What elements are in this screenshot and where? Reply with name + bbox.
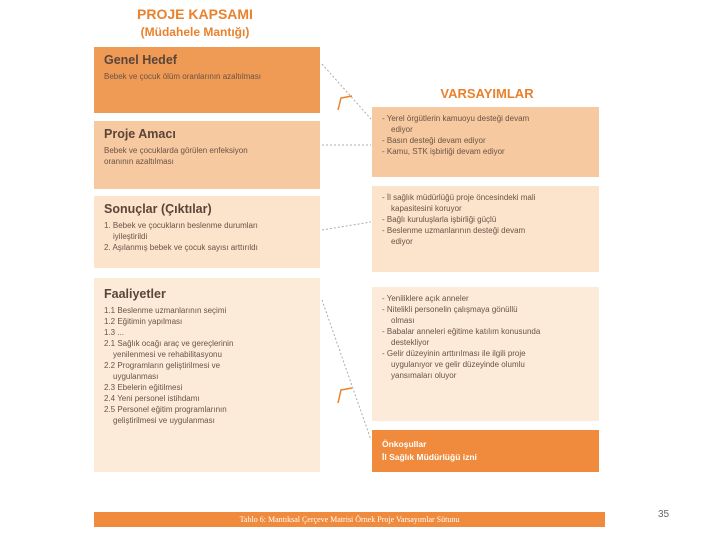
page-subtitle: (Müdahele Mantığı) — [140, 25, 250, 39]
assumption-item: - İl sağlık müdürlüğü proje öncesindeki mali — [382, 193, 536, 202]
assumption-item: ediyor — [391, 237, 413, 246]
connector-activities — [322, 300, 371, 440]
purpose-text: Bebek ve çocuklarda görülen enfeksiyon — [104, 146, 248, 155]
assumption-item: - Babalar anneleri eğitime katılım konusunda — [382, 327, 541, 336]
up-arrow-icon — [338, 96, 352, 110]
assumption-item: yansımaları oluyor — [391, 371, 457, 380]
page-number: 35 — [658, 509, 670, 520]
assumption-item: - Bağlı kuruluşlarla işbirliği güçlü — [382, 215, 497, 224]
activity-item: 2.3 Ebelerin eğitilmesi — [104, 383, 183, 392]
activity-item: 2.4 Yeni personel istihdamı — [104, 394, 200, 403]
assumption-item: - Nitelikli personelin çalışmaya gönüllü — [382, 305, 518, 314]
activity-item: uygulanması — [113, 372, 159, 381]
goal-text: Bebek ve çocuk ölüm oranlarının azaltılması — [104, 72, 261, 81]
assumption-item: - Kamu, STK işbirliği devam ediyor — [382, 147, 505, 156]
outputs-text: iyileştirildi — [113, 232, 148, 241]
outputs-text: 1. Bebek ve çocukların beslenme durumları — [104, 221, 258, 230]
activity-item: 2.1 Sağlık ocağı araç ve gereçlerinin — [104, 339, 234, 348]
activity-item: geliştirilmesi ve uygulanması — [113, 416, 215, 425]
up-arrow-icon — [338, 388, 352, 403]
activities-heading: Faaliyetler — [104, 287, 166, 301]
assumption-item: kapasitesini koruyor — [391, 204, 462, 213]
preconditions-label: Önkoşullar — [382, 439, 427, 449]
assumption-item: - Basın desteği devam ediyor — [382, 136, 486, 145]
page-title: PROJE KAPSAMI — [137, 6, 253, 22]
purpose-text: oranının azaltılması — [104, 157, 174, 166]
assumption-item: olması — [391, 316, 415, 325]
goal-heading: Genel Hedef — [104, 53, 177, 67]
outputs-text: 2. Aşılanmış bebek ve çocuk sayısı arttırıldı — [104, 243, 258, 252]
activity-item: 1.3 ... — [104, 328, 125, 337]
assumption-item: - Yeniliklere açık anneler — [382, 294, 469, 303]
assumption-item: ediyor — [391, 125, 413, 134]
connector-outputs — [322, 222, 371, 230]
activity-item: 1.1 Beslenme uzmanlarının seçimi — [104, 306, 227, 315]
activity-item: 2.5 Personel eğitim programlarının — [104, 405, 227, 414]
connector-goal — [322, 64, 371, 119]
activity-item: 2.2 Programların geliştirilmesi ve — [104, 361, 221, 370]
assumption-item: - Yerel örgütlerin kamuoyu desteği devam — [382, 114, 530, 123]
assumption-item: uygulanıyor ve gelir düzeyinde olumlu — [391, 360, 525, 369]
assumption-item: - Gelir düzeyinin arttırılması ile ilgili proje — [382, 349, 526, 358]
assumption-item: destekliyor — [391, 338, 430, 347]
figure-caption: Tablo 6: Mantıksal Çerçeve Matrisi Örnek Proje Varsayımlar Sütunu — [94, 512, 605, 527]
activity-item: yenilenmesi ve rehabilitasyonu — [113, 350, 222, 359]
activity-item: 1.2 Eğitimin yapılması — [104, 317, 183, 326]
assumptions-title: VARSAYIMLAR — [440, 86, 534, 101]
purpose-heading: Proje Amacı — [104, 127, 176, 141]
assumption-item: - Beslenme uzmanlarının desteği devam — [382, 226, 526, 235]
outputs-heading: Sonuçlar (Çıktılar) — [104, 202, 212, 216]
preconditions-text: İl Sağlık Müdürlüğü izni — [382, 452, 477, 462]
